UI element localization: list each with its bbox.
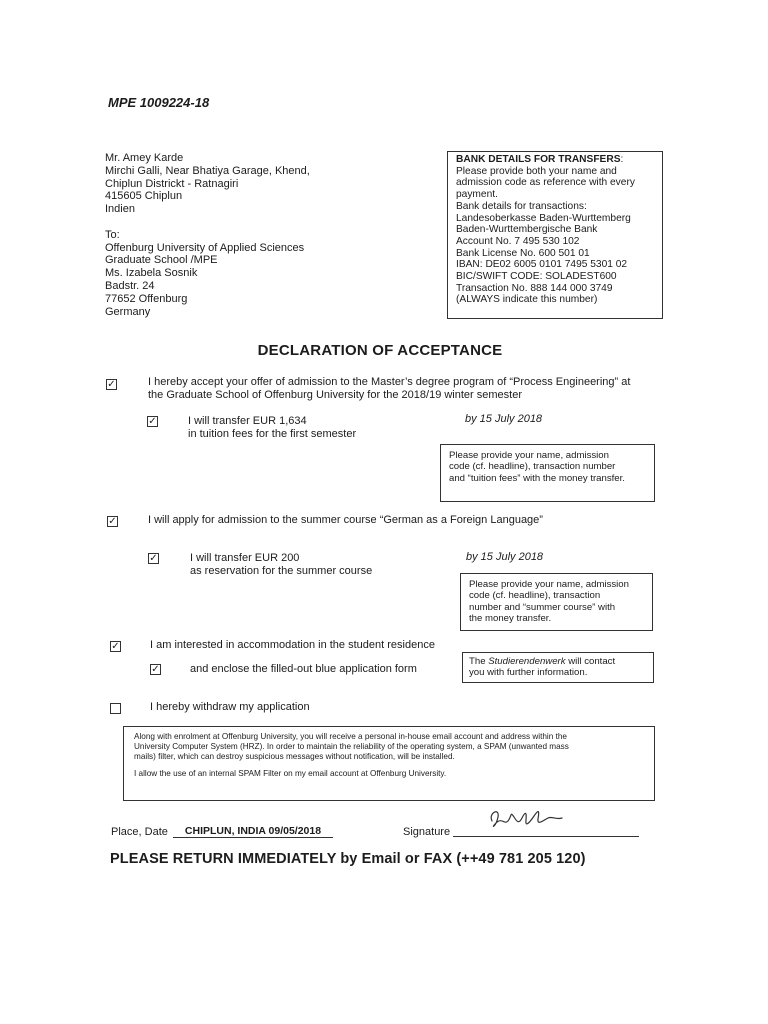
note-line: you with further information. bbox=[469, 667, 588, 679]
note-line: the money transfer. bbox=[469, 612, 552, 624]
accept-offer-label: I hereby accept your offer of admission to the Master’s degree program of “Process Engineering” at the Graduate School of Offenburg University for the 2018/19 winter semester bbox=[148, 376, 631, 401]
address-block bbox=[105, 152, 310, 318]
bank-detail-line: Landesoberkasse Baden-Wurttemberg bbox=[456, 212, 631, 224]
studierendenwerk-name: Studierendenwerk bbox=[488, 656, 566, 667]
notice-line: mails) filter, which can destroy suspicious messages without notification, will be installed. bbox=[134, 752, 455, 761]
sender-line: Indien bbox=[105, 203, 135, 216]
recipient-line: Germany bbox=[105, 305, 151, 318]
bank-detail-line: (ALWAYS indicate this number) bbox=[456, 294, 598, 306]
accept-offer-checkbox[interactable]: ✓ bbox=[107, 379, 116, 390]
bank-detail-line: Please provide both your name and bbox=[456, 165, 617, 177]
place-date-field[interactable]: CHIPLUN, INDIA 09/05/2018 bbox=[173, 825, 333, 838]
reference-number: MPE 1009224-18 bbox=[108, 95, 210, 110]
note-line: Please provide your name, admission bbox=[449, 450, 609, 461]
recipient-line: To: bbox=[105, 228, 120, 241]
place-date-label: Place, Date bbox=[111, 826, 168, 838]
tuition-note-box bbox=[440, 444, 655, 502]
reservation-deadline: by 15 July 2018 bbox=[466, 551, 544, 563]
sender-line: Mirchi Galli, Near Bhatiya Garage, Khend, bbox=[105, 164, 310, 177]
sender-line: Mr. Amey Karde bbox=[105, 152, 184, 164]
withdraw-label: I hereby withdraw my application bbox=[150, 701, 310, 713]
spam-consent-text: I allow the use of an internal SPAM Filter on my email account at Offenburg University. bbox=[134, 769, 447, 778]
bank-detail-line: payment. bbox=[456, 189, 498, 201]
recipient-line: Ms. Izabela Sosnik bbox=[105, 267, 198, 280]
bank-detail-line: Bank details for transactions: bbox=[456, 200, 587, 212]
signature-image bbox=[486, 803, 566, 837]
bank-detail-line: Account No. 7 495 530 102 bbox=[456, 235, 580, 247]
note-line: number and “summer course” with bbox=[469, 601, 616, 613]
application-form-checkbox[interactable]: ✓ bbox=[151, 664, 160, 675]
note-line: and “tuition fees” with the money transfer. bbox=[449, 472, 625, 484]
bank-detail-line: IBAN: DE02 6005 0101 7495 5301 02 bbox=[456, 259, 628, 271]
return-instructions: PLEASE RETURN IMMEDIATELY by Email or FAX (++49 781 205 120) bbox=[110, 851, 586, 867]
note-line: code (cf. headline), transaction bbox=[469, 590, 601, 602]
accommodation-checkbox[interactable]: ✓ bbox=[111, 641, 120, 652]
summer-course-checkbox[interactable]: ✓ bbox=[108, 516, 117, 527]
bank-details-box bbox=[447, 151, 663, 319]
bank-details-title-suffix: : bbox=[620, 154, 624, 165]
bank-detail-line: BIC/SWIFT CODE: SOLADEST600 bbox=[456, 271, 617, 283]
recipient-line: 77652 Offenburg bbox=[105, 292, 188, 305]
accommodation-label: I am interested in accommodation in the student residence bbox=[150, 639, 435, 651]
page-title: DECLARATION OF ACCEPTANCE bbox=[257, 342, 503, 359]
bank-detail-line: Transaction No. 888 144 000 3749 bbox=[456, 282, 613, 294]
application-form-label: and enclose the filled-out blue application form bbox=[190, 663, 417, 675]
summer-course-label: I will apply for admission to the summer course “German as a Foreign Language” bbox=[148, 514, 543, 526]
bank-detail-line: Bank License No. 600 501 01 bbox=[456, 247, 590, 259]
bank-details-title: BANK DETAILS FOR TRANSFERS bbox=[456, 154, 621, 165]
sender-line: 415605 Chiplun bbox=[105, 190, 183, 203]
sender-line: Chiplun Districkt - Ratnagiri bbox=[105, 177, 239, 190]
notice-line: University Computer System (HRZ). In order to maintain the reliability of the operating system, a SPAM (unwanted mass bbox=[134, 742, 569, 751]
note-line: Please provide your name, admission bbox=[469, 579, 629, 590]
reservation-transfer-checkbox[interactable]: ✓ bbox=[149, 553, 158, 564]
withdraw-checkbox[interactable] bbox=[110, 703, 121, 714]
recipient-line: Badstr. 24 bbox=[105, 279, 155, 292]
reservation-note-box bbox=[460, 573, 653, 631]
note-line: code (cf. headline), transaction number bbox=[449, 461, 616, 473]
studierendenwerk-note-box: The Studierendenwerk will contact you with further information. bbox=[462, 652, 654, 683]
recipient-line: Offenburg University of Applied Sciences bbox=[105, 241, 305, 254]
tuition-deadline: by 15 July 2018 bbox=[465, 413, 543, 425]
notice-line: Along with enrolment at Offenburg University, you will receive a personal in-house email account and address within the bbox=[134, 732, 567, 741]
tuition-transfer-checkbox[interactable]: ✓ bbox=[148, 416, 157, 427]
tuition-transfer-label: I will transfer EUR 1,634 in tuition fees for the first semester bbox=[188, 415, 357, 440]
email-notice-box bbox=[123, 726, 655, 801]
reservation-transfer-label: I will transfer EUR 200 as reservation for the summer course bbox=[190, 552, 373, 577]
bank-detail-line: admission code as reference with every bbox=[456, 177, 635, 189]
recipient-line: Graduate School /MPE bbox=[105, 254, 218, 267]
signature-label: Signature bbox=[403, 826, 451, 838]
bank-detail-line: Baden-Wurttembergische Bank bbox=[456, 224, 598, 236]
